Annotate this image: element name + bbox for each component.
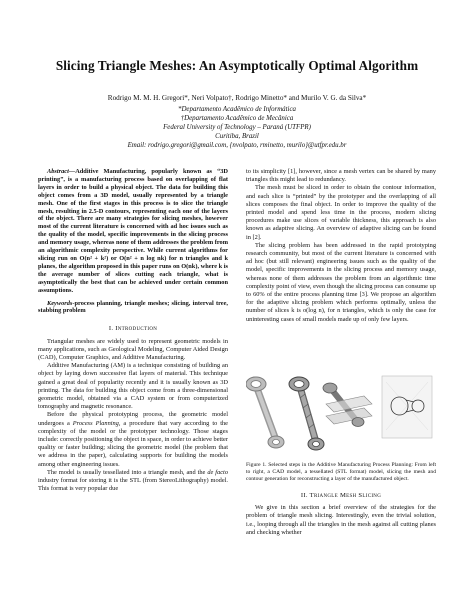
- intro-p4-text-b: industry format for storing it is the STL (from StereoLithography) model. This format is very popular due: [38, 476, 228, 493]
- slicing-planes-icon: [323, 383, 372, 427]
- affiliation-university: Federal University of Technology – Paraná (UTFPR): [163, 124, 311, 131]
- affiliation-emails: Email: rodrigo.gregori@gmail.com, {nvolpato, rminetto, murilo}@utfpr.edu.br: [127, 142, 347, 149]
- right-column-bottom: [246, 462, 436, 537]
- section-heading-triangle-mesh-slicing: II. Triangle Mesh Slicing: [300, 492, 382, 499]
- keywords-lead: Keywords: [47, 299, 73, 307]
- tessellated-model-icon: [289, 377, 324, 450]
- intro-paragraph-1: Triangular meshes are widely used to represent geometric models in many applications, such as Geological Modeling, Computer Aided Design (CAD), Computer Graphics, and Additive Manufacturing.: [38, 337, 228, 361]
- right-paragraph-3: The slicing problem has been addressed in the rapid prototyping research community, but most of the current literature is concerned with ad hoc (but still relevant) engineering issues such as the quality of the model, specific improvements in the slicing process and memory usage, whereas none of them addresses the problem from an algorithmic time complexity point of view, even though the slicing process can consume up to 60% of the entire process planning time [3]. We propose an algorithm for the adaptive slicing problem which performs optimally, unless the number of slices k is o(log n), for n triangles, which is only the case for uninteresting cases of small models made up of only few layers.: [246, 241, 436, 323]
- paper-title: Slicing Triangle Meshes: An Asymptotically Optimal Algorithm: [55, 58, 419, 73]
- intro-p3-text-b: , a procedure that vary according to the complexity of the model or the prototyper technology. Those stages include: correctly positioning the object in space, in order to achieve better quality or faster building; slicing the geometric model (the problem that we address in the paper), calculating supports for building the models among other engineering issues.: [38, 419, 229, 468]
- contour-icon: [382, 376, 432, 438]
- abstract-lead: Abstract: [47, 168, 69, 175]
- intro-p4-text-a: The model is usually tessellated into a triangle mesh, and the: [47, 468, 208, 476]
- left-column: [38, 168, 228, 493]
- cad-model-icon: [246, 377, 284, 448]
- intro-paragraph-4: [38, 469, 228, 494]
- figure-1-image: [246, 370, 436, 458]
- affiliation-mechanics: †Departamento Acadêmico de Mecânica: [180, 115, 294, 122]
- intro-paragraph-2: Additive Manufacturing (AM) is a technique consisting of building an object by laying down successive flat layers of material. This technique gained a great deal of popularity recently and it is usually known as 3D printing. The data for building this object come from a three-dimensional geometric model, obtained via a CAD system or from computerized tomography and magnetic resonance.: [38, 362, 228, 411]
- right-paragraph-1: to its simplicity [1], however, since a mesh vertex can be shared by many triangles this might lead to redundancy.: [246, 168, 436, 184]
- right-column-top: [246, 168, 436, 324]
- abstract-text: —Additive Manufacturing, popularly known as “3D printing”, is a manufacturing process based on overlapping of flat layers in order to build a physical object. The data for building this object comes from a 3D model, usually represented by a triangle mesh. One of the first stages in this process is to slice the triangle mesh, resulting in 2.5-D contours, representing each one of the layers of the object. There are many strategies for slicing meshes, however most of the current literature is concerned with ad hoc issues such as the quality of the model, specific improvements in the slicing process and memory usage, whereas none of them addresses the problem from an algorithmic complexity perspective. While current algorithms for slicing run on O(n² + k²) or O(n² + n log nk) for n triangles and k planes, the algorithm proposed in this paper runs on O(nk), where k is the average number of slices cutting each triangle, what is asymptotically the best that can be achieved under certain common assumptions.: [38, 168, 229, 294]
- keywords-text: -process planning, triangle meshes; slicing, interval tree, stabbing problem: [38, 299, 228, 315]
- affiliation-city: Curitiba, Brazil: [215, 133, 259, 140]
- figure-1-drawing: [246, 370, 436, 458]
- right-paragraph-2: The mesh must be sliced in order to obtain the contour information, and each slice is “printed” by the prototyper and the overlapping of all slices composes the final object. In order to improve the quality of the printed model and spend less time in the process, modern slicing procedures make use slices of variable thickness, this approach is also known as adaptive slicing. An overview of adaptive slicing can be found in [2].: [246, 184, 436, 241]
- section-heading-introduction: I. Introduction: [108, 325, 158, 333]
- intro-p3-emphasis: Process Planning: [72, 419, 119, 427]
- intro-p3-text-a: Before the physical prototyping process, the geometric model undergoes a: [38, 411, 228, 427]
- intro-paragraph-3: [38, 411, 228, 468]
- author-list: Rodrigo M. M. H. Gregori*, Neri Volpato†, Rodrigo Minetto* and Murilo V. G. da Silva*: [107, 94, 367, 102]
- affiliation-informatics: *Departamento Acadêmico de Informática: [178, 106, 296, 113]
- keywords: [38, 300, 228, 316]
- figure-1-caption: Figure 1. Selected steps in the Additive Manufacturing Process Planning: From left to right, a CAD model, a tessellated (STL format) model, slicing the mesh and contour generation for reconstructing a layer of the manufactured object.: [246, 462, 436, 482]
- right-paragraph-4: We give in this section a brief overview of the strategies for the problem of triangle mesh slicing. Interestingly, even the trivial solution, i.e., looping through all the triangles in the mesh against all cutting planes and checking whether: [246, 504, 436, 536]
- intro-p4-emphasis: de facto: [207, 468, 228, 476]
- abstract: [38, 168, 228, 295]
